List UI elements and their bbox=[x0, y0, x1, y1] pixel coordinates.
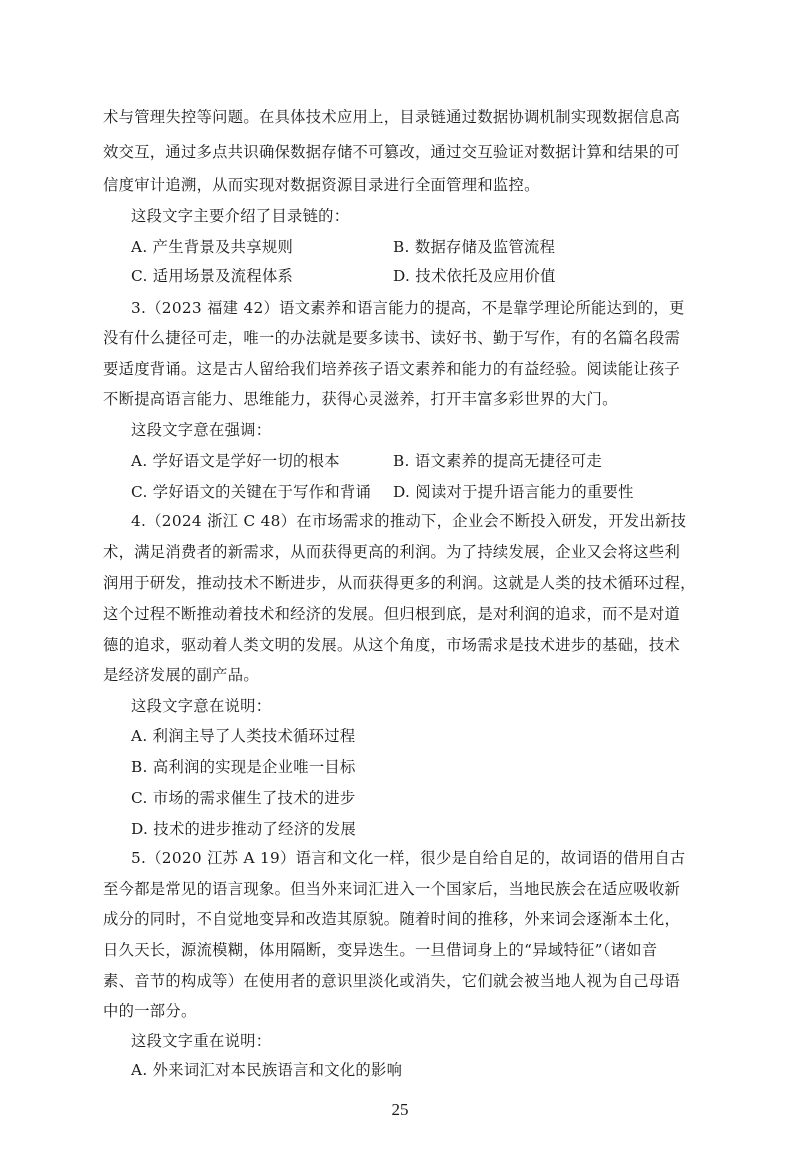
p1-line-2: 效交互，通过多点共识确保数据存储不可篡改，通过交互验证对数据计算和结果的可 bbox=[103, 143, 681, 161]
q3-option-c: C. 学好语文的关键在于写作和背诵 bbox=[131, 483, 372, 501]
q5-line-5: 素、音节的构成等）在使用者的意识里淡化或消失，它们就会被当地人视为自己母语 bbox=[103, 972, 681, 990]
q5-question: 这段文字重在说明： bbox=[131, 1032, 272, 1050]
q4-line-1: 4.（2024 浙江 C 48）在市场需求的推动下，企业会不断投入研发，开发出新技 bbox=[131, 512, 687, 530]
q4-line-6: 是经济发展的副产品。 bbox=[103, 666, 259, 684]
q3-line-4: 不断提高语言能力、思维能力，获得心灵滋养，打开丰富多彩世界的大门。 bbox=[103, 390, 618, 408]
q5-option-a: A. 外来词汇对本民族语言和文化的影响 bbox=[131, 1061, 403, 1079]
q3-line-2: 没有什么捷径可走，唯一的办法就是要多读书、读好书、勤于写作，有的名篇名段需 bbox=[103, 329, 681, 347]
q3-option-a: A. 学好语文是学好一切的根本 bbox=[131, 452, 340, 470]
q4-line-5: 德的追求，驱动着人类文明的发展。从这个角度，市场需求是技术进步的基础，技术 bbox=[103, 636, 681, 654]
q4-option-a: A. 利润主导了人类技术循环过程 bbox=[131, 727, 356, 745]
q5-line-3: 成分的同时，不自觉地变异和改造其原貌。随着时间的推移，外来词会逐渐本土化， bbox=[103, 910, 681, 928]
p1-option-a: A. 产生背景及共享规则 bbox=[131, 238, 294, 256]
page-number: 25 bbox=[391, 1100, 409, 1119]
q5-line-6: 中的一部分。 bbox=[103, 1002, 197, 1020]
p1-line-3: 信度审计追溯，从而实现对数据资源目录进行全面管理和监控。 bbox=[103, 176, 540, 194]
q4-line-4: 这个过程不断推动着技术和经济的发展。但归根到底，是对利润的追求，而不是对道 bbox=[103, 605, 681, 623]
q3-option-b: B. 语文素养的提高无捷径可走 bbox=[393, 452, 603, 470]
p1-question: 这段文字主要介绍了目录链的： bbox=[131, 207, 350, 225]
q3-line-1: 3.（2023 福建 42）语文素养和语言能力的提高，不是靠学理论所能达到的，更 bbox=[131, 299, 685, 317]
p1-option-c: C. 适用场景及流程体系 bbox=[131, 267, 294, 285]
q3-question: 这段文字意在强调： bbox=[131, 421, 272, 439]
p1-option-b: B. 数据存储及监管流程 bbox=[393, 238, 556, 256]
q4-question: 这段文字意在说明： bbox=[131, 697, 272, 715]
q4-option-d: D. 技术的进步推动了经济的发展 bbox=[131, 820, 357, 838]
q4-line-3: 润用于研发，推动技术不断进步，从而获得更多的利润。这就是人类的技术循环过程， bbox=[103, 574, 696, 592]
q4-line-2: 术，满足消费者的新需求，从而获得更高的利润。为了持续发展，企业又会将这些利 bbox=[103, 543, 681, 561]
p1-option-d: D. 技术依托及应用价值 bbox=[393, 267, 556, 285]
p1-line-1: 术与管理失控等问题。在具体技术应用上，目录链通过数据协调机制实现数据信息高 bbox=[103, 108, 681, 126]
q4-option-b: B. 高利润的实现是企业唯一目标 bbox=[131, 758, 356, 776]
q5-line-2: 至今都是常见的语言现象。但当外来词汇进入一个国家后，当地民族会在适应吸收新 bbox=[103, 880, 681, 898]
q4-option-c: C. 市场的需求催生了技术的进步 bbox=[131, 789, 356, 807]
q5-line-4: 日久天长，源流模糊，体用隔断，变异迭生。一旦借词身上的“异域特征”（诸如音 bbox=[103, 941, 658, 959]
q3-line-3: 要适度背诵。这是古人留给我们培养孩子语文素养和能力的有益经验。阅读能让孩子 bbox=[103, 360, 681, 378]
q3-option-d: D. 阅读对于提升语言能力的重要性 bbox=[393, 483, 634, 501]
q5-line-1: 5.（2020 江苏 A 19）语言和文化一样，很少是自给自足的，故词语的借用自古 bbox=[131, 849, 686, 867]
